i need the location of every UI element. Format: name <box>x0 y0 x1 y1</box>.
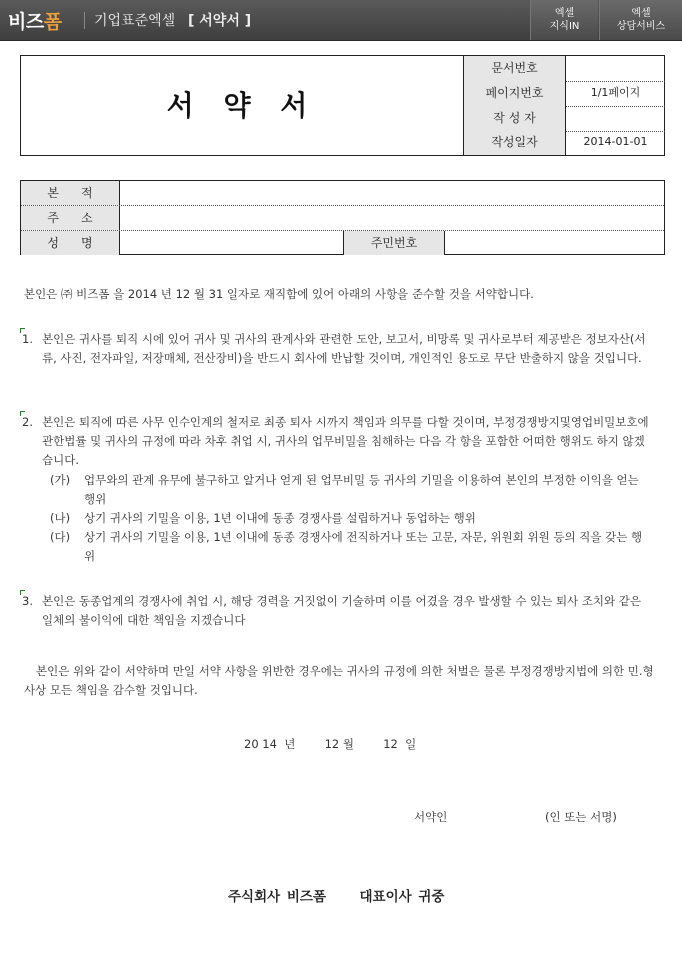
excel-knowledge-button[interactable] <box>530 0 598 40</box>
name-label: 성명 <box>21 231 120 255</box>
page-title: 서 약 서 <box>166 89 318 122</box>
clause-3 <box>22 592 650 630</box>
intro-statement: 본인은 ㈜ 비즈폼 을 2014 년 12 월 31 일자로 재직함에 있어 아래의 사항을 준수할 것을 서약합니다. <box>24 287 534 301</box>
subclause-da <box>50 528 650 566</box>
bizform-logo[interactable] <box>8 7 62 34</box>
meta-value[interactable] <box>566 56 665 81</box>
logo-accent-text: 폼 <box>43 11 62 33</box>
resident-number-label: 주민번호 <box>343 231 445 255</box>
domicile-label: 본적 <box>21 181 120 205</box>
btn1-line1: 엑셀 <box>554 8 575 19</box>
meta-row-page-number <box>464 81 665 107</box>
info-row-name[interactable] <box>21 231 664 255</box>
meta-label: 문서번호 <box>464 56 566 81</box>
meta-value[interactable]: 2014-01-01 <box>583 135 648 148</box>
subclause-na <box>50 509 650 528</box>
subclause-ga <box>50 471 650 509</box>
closing-statement: 본인은 위와 같이 서약하며 만일 서약 사항을 위반한 경우에는 귀사의 규정에 의한 처벌은 물론 부정경쟁방지법에 의한 민.형사상 모든 책임을 감수할 것입니다. <box>24 664 654 697</box>
meta-row-author <box>464 106 665 132</box>
meta-value[interactable] <box>566 106 665 131</box>
address-label: 주소 <box>21 206 120 230</box>
signature-note[interactable]: (인 또는 서명) <box>545 810 617 824</box>
meta-label: 페이지번호 <box>464 81 566 106</box>
clause-text: 본인은 동종업계의 경쟁사에 취업 시, 해당 경력을 거짓없이 기술하며 이를 어겼을 경우 발생할 수 있는 퇴사 조치와 같은 일체의 불이익에 대한 책임을 지겠습니다 <box>42 594 642 627</box>
subclause-mark: (가) <box>50 473 71 487</box>
meta-row-doc-number <box>464 56 665 82</box>
subclause-text: 상기 귀사의 기밀을 이용, 1년 이내에 동종 경쟁사를 설립하거나 동업하는 행위 <box>84 511 476 525</box>
clause-number: 1. <box>22 332 33 346</box>
subclause-mark: (나) <box>50 511 71 525</box>
signer-label: 서약인 <box>414 810 448 824</box>
clause-number: 2. <box>22 415 33 429</box>
clause-1 <box>22 330 650 368</box>
recipient-company: 주식회사 비즈폼 대표이사 귀중 <box>228 889 445 905</box>
clause-text: 본인은 귀사를 퇴직 시에 있어 귀사 및 귀사의 관계사와 관련한 도안, 보고서, 비망록 및 귀사로부터 제공받은 정보자산(서류, 사진, 전자파일, 저장매체, 전산장비)을 반드시 회사에 반납할 것이며, 개인적인 용도로 무단 반출하지 않을 것입니다. <box>42 332 646 365</box>
clause-text: 본인은 퇴직에 따른 사무 인수인계의 철저로 최종 퇴사 시까지 책임과 의무를 다할 것이며, 부정경쟁방지및영업비밀보호에관한법률 및 귀사의 규정에 따라 차후 취업 시, 귀사의 업무비밀을 침해하는 다음 각 항을 포함한 어떠한 행위도 하지 않겠습니다. <box>42 415 649 467</box>
btn1-line2: 지식IN <box>549 21 580 32</box>
logo-main-text: 비즈 <box>8 11 44 33</box>
product-name: 기업표준엑셀 <box>94 13 176 29</box>
document-name: [ 서약서 ] <box>188 13 252 29</box>
subclause-mark: (다) <box>50 530 71 544</box>
clause-number: 3. <box>22 594 33 608</box>
clause-2 <box>22 413 650 470</box>
info-row-domicile[interactable] <box>21 181 664 206</box>
btn2-line2: 상담서비스 <box>616 21 666 32</box>
top-bar <box>0 0 682 41</box>
doc-meta-table <box>463 56 665 155</box>
excel-consult-button[interactable] <box>599 0 682 40</box>
btn2-line1: 엑셀 <box>631 8 651 19</box>
info-row-address[interactable] <box>21 206 664 231</box>
header-divider <box>84 12 85 29</box>
meta-label: 작성일자 <box>464 130 566 155</box>
meta-value[interactable]: 1/1페이지 <box>590 86 641 99</box>
signing-date[interactable]: 20 14 년 12 월 12 일 <box>244 737 417 751</box>
title-box <box>20 55 665 156</box>
subclause-text: 업무와의 관계 유무에 불구하고 알거나 얻게 된 업무비밀 등 귀사의 기밀을 이용하여 본인의 부정한 이익을 얻는 행위 <box>84 473 639 506</box>
meta-label: 작 성 자 <box>464 106 566 131</box>
meta-row-date <box>464 130 665 155</box>
subclause-text: 상기 귀사의 기밀을 이용, 1년 이내에 동종 경쟁사에 전직하거나 또는 고문, 자문, 위원회 위원 등의 직을 갖는 행위 <box>84 530 643 563</box>
personal-info-table <box>20 180 665 255</box>
